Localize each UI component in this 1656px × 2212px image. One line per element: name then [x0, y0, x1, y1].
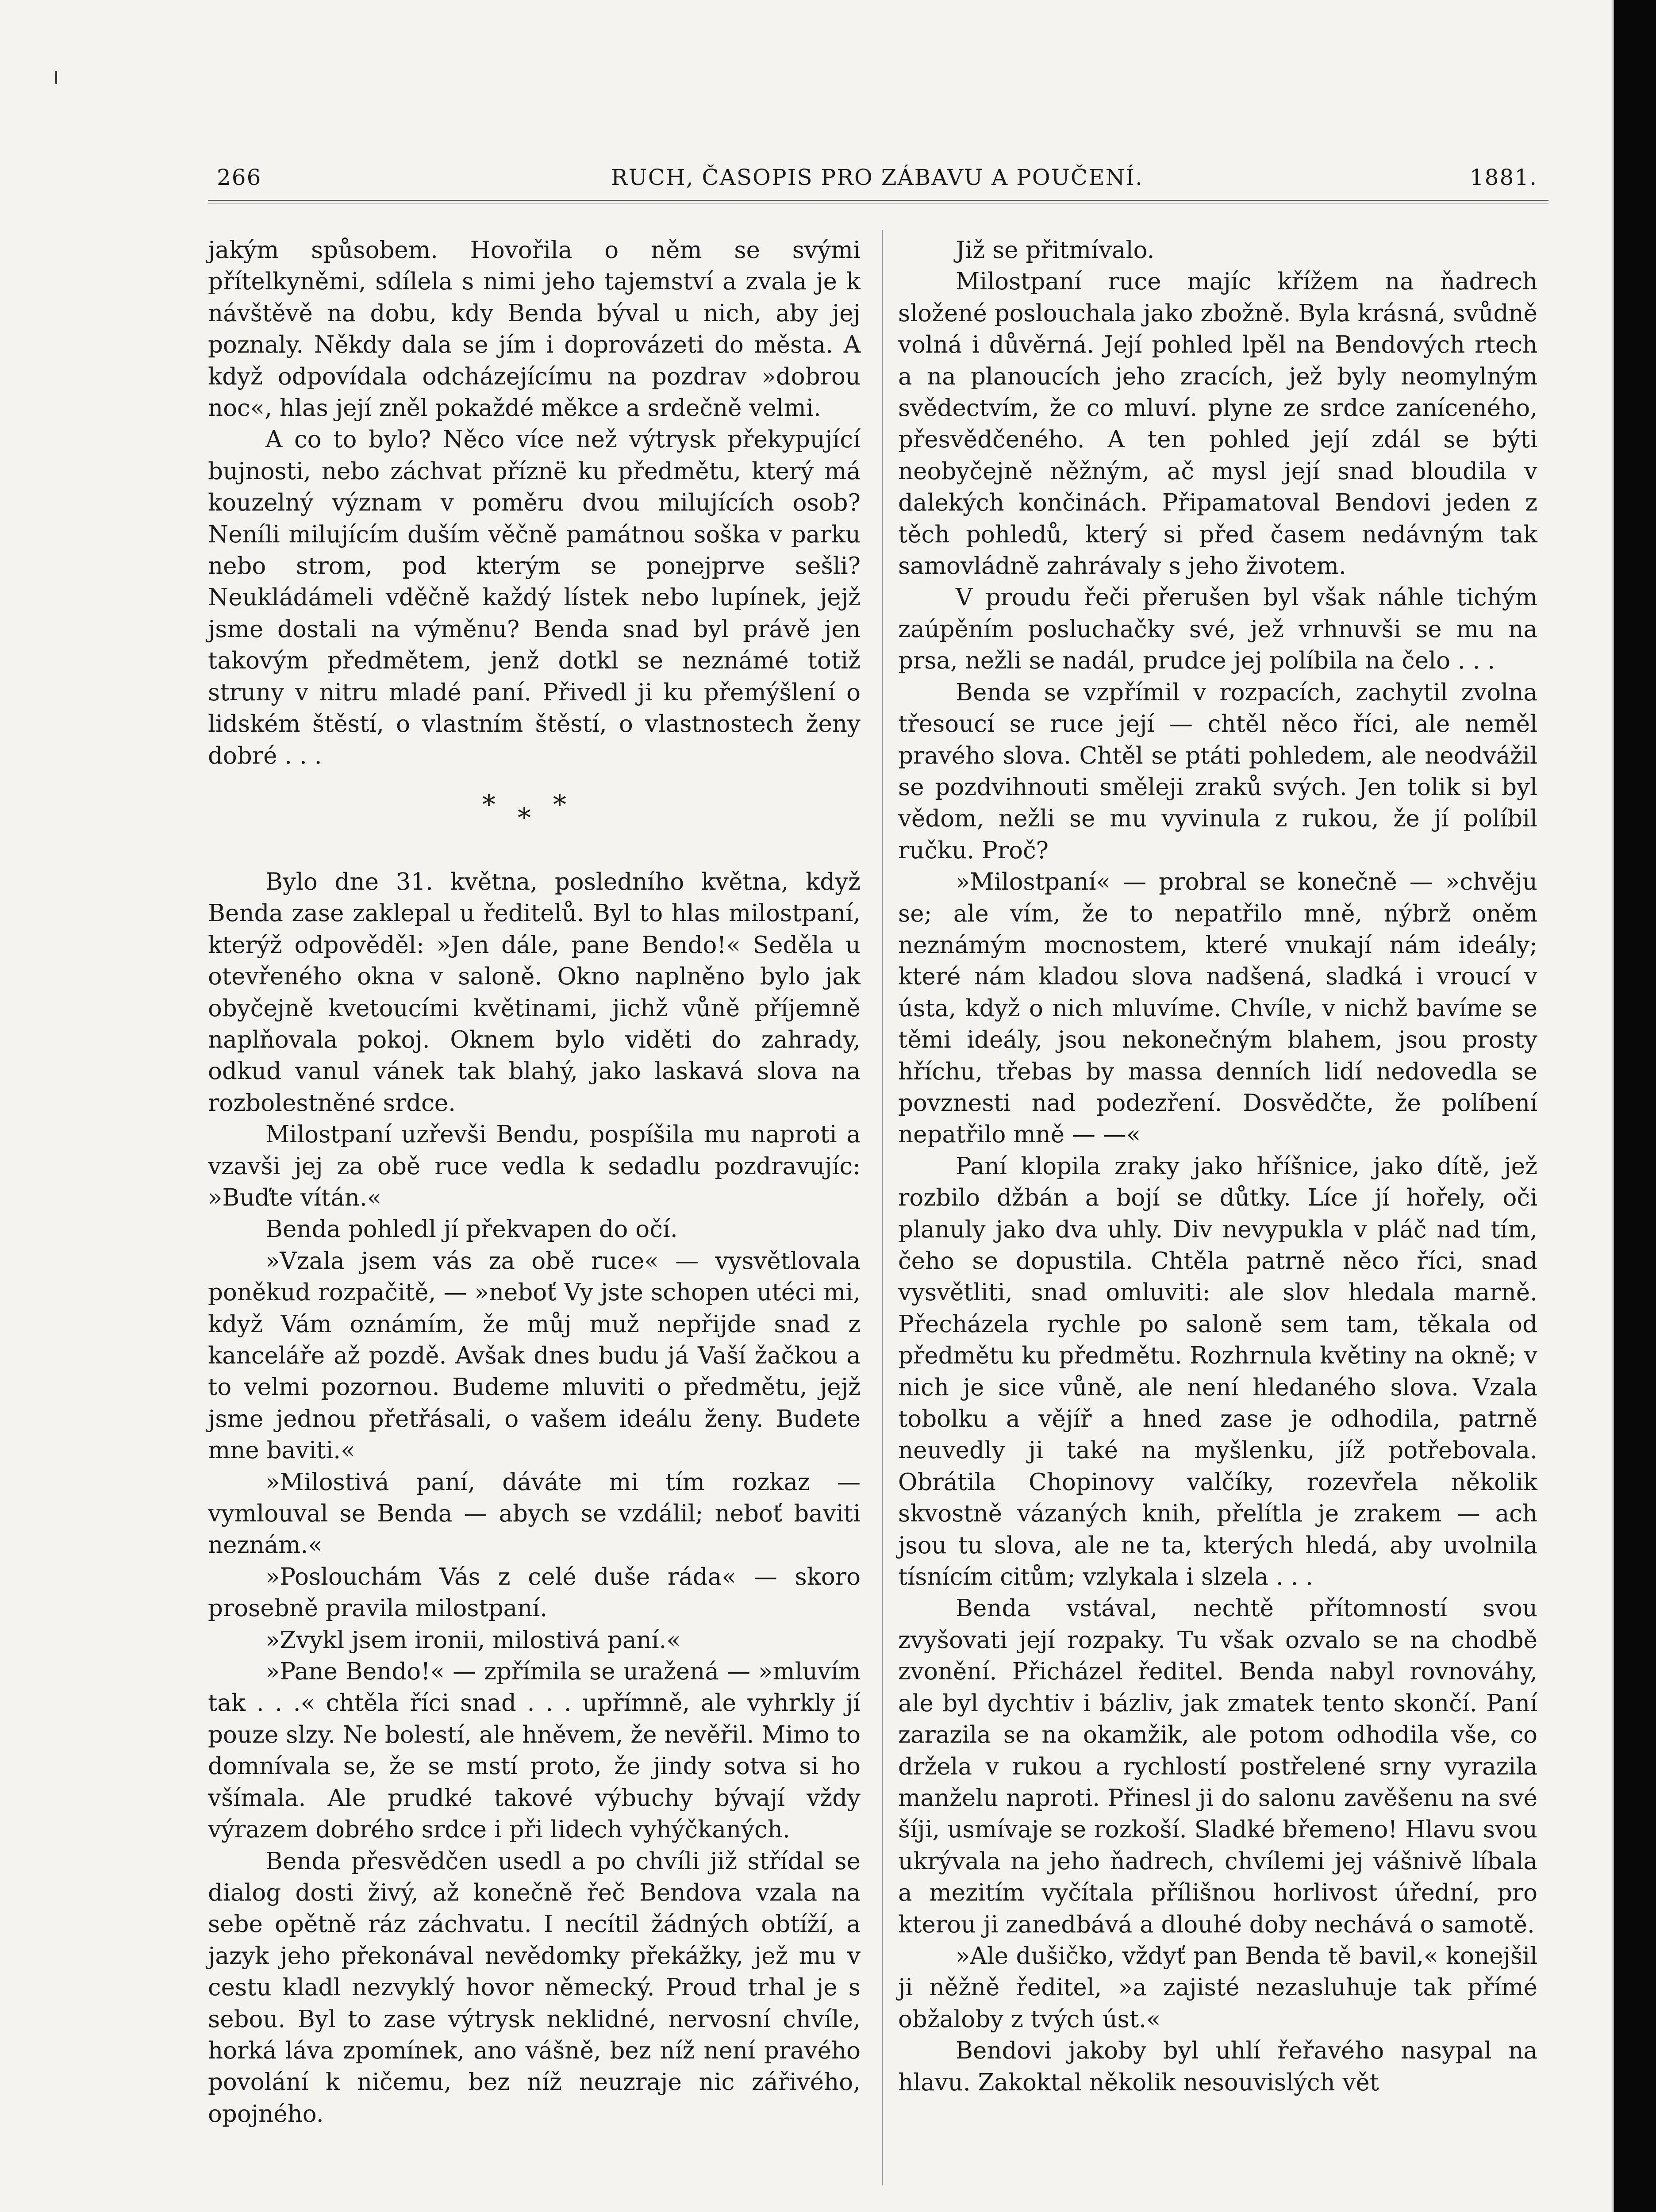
- paragraph: »Vzala jsem vás za obě ruce« — vysvětlovala poněkud rozpačitě, — »neboť Vy jste schopen utéci mi, když Vám oznámím, že můj muž nepřijde snad z kanceláře až pozdě. Avšak dnes budu já Vaší žačkou a to velmi pozornou. Budeme mluviti o předmětu, jejž jsme jednou přetřásali, o vašem ideálu ženy. Budete mne baviti.«: [208, 1247, 861, 1464]
- scan-dark-margin: [1614, 0, 1656, 2212]
- running-header: [217, 165, 1537, 196]
- asterisk: *: [482, 789, 496, 820]
- scan-speck: [55, 71, 57, 84]
- header-rule: [208, 200, 1548, 201]
- paragraph: »Pane Bendo!« — zpřímila se uražená — »mluvím tak . . .« chtěla říci snad . . . upřímně, ale vyhrkly jí pouze slzy. Ne bolestí, ale hněvem, že nevěřil. Mimo to domnívala se, že se mstí proto, že jindy sotva si ho všímala. Ale prudké takové výbuchy bývají vždy výrazem dobrého srdce i při lidech vyhýčkaných.: [208, 1658, 861, 1843]
- paragraph: »Ale dušičko, vždyť pan Benda tě bavil,« konejšil ji něžně ředitel, »a zajisté nezasluhuje tak přímé obžaloby z tvých úst.«: [898, 1942, 1537, 2033]
- paragraph: »Poslouchám Vás z celé duše ráda« — skoro prosebně pravila milostpaní.: [208, 1563, 861, 1622]
- paragraph: jakým spůsobem. Hovořila o něm se svými přítelkyněmi, sdílela s nimi jeho tajemství a zvala je k návštěvě na dobu, kdy Benda býval u nich, aby jej poznaly. Někdy dala se jím i doprovázeti do města. A když odpovídala odcházejícímu na pozdrav »dobrou noc«, hlas její zněl pokaždé měkce a srdečně velmi.: [208, 237, 861, 422]
- paragraph: A co to bylo? Něco více než výtrysk překypující bujnosti, nebo záchvat příznë ku předmětu, který má kouzelný význam v poměru dvou milujících osob? Neníli milujícím duším věčně památnou soška v parku nebo strom, pod kterým se ponejprve sešli? Neukládámeli vděčně každý lístek nebo lupínek, jejž jsme dostali na výměnu? Benda snad byl právě jen takovým předmětem, jenž dotkl se neznámé totiž struny v nitru mladé paní. Přivedl ji ku přemýšlení o lidském štěstí, o vlastním štěstí, o vlastnostech ženy dobré . . .: [208, 426, 861, 769]
- paragraph: Již se přitmívalo.: [956, 237, 1155, 264]
- asterisk: *: [518, 802, 531, 833]
- paragraph: Milostpaní uzřevši Bendu, pospíšila mu naproti a vzavši jej za obě ruce vedla k sedadlu pozdravujíc: »Buďte vítán.«: [208, 1121, 861, 1211]
- page-number: 266: [217, 165, 262, 190]
- journal-title: RUCH, ČASOPIS PRO ZÁBAVU A POUČENÍ.: [611, 165, 1144, 190]
- paragraph: »Milostpaní« — probral se konečně — »chvěju se; ale vím, že to nepatřilo mně, nýbrž oněm neznámým mocnostem, které vnukají nám ideály; které nám kladou slova nadšená, sladká i vroucí v ústa, když o nich mluvíme. Chvíle, v nichž bavíme se těmi ideály, jsou nekonečným blahem, jsou prosty hříchu, třebas by massa denních lidí nedovedla se povznesti nad podezření. Dosvědčte, že políbení nepatřilo mně — —«: [898, 868, 1537, 1148]
- section-break-asterism: [208, 772, 861, 866]
- paragraph: V proudu řeči přerušen byl však náhle tichým zaúpěním posluchačky své, jež vrhnuvši se mu na prsa, nežli se nadál, prudce jej políbila na čelo . . .: [898, 584, 1537, 675]
- paragraph: Benda se vzpřímil v rozpacích, zachytil zvolna třesoucí se ruce její — chtěl něco říci, ale neměl pravého slova. Chtěl se ptáti pohledem, ale neodvážil se pozdvihnouti směleji zraků svých. Jen tolik si byl vědom, nežli se mu vyvinula z rukou, že jí políbil ručku. Proč?: [898, 679, 1537, 864]
- paragraph: Benda přesvědčen usedl a po chvíli již střídal se dialog dosti živý, až konečně řeč Bendova vzala na sebe opětně ráz záchvatu. I necítil žádných obtíží, a jazyk jeho překonával nevědomky překážky, jež mu v cestu kladl nezvyklý hovor německý. Proud trhal je s sebou. Byl to zase výtrysk neklidné, nervosní chvíle, horká láva zpomínek, ano vášně, bez níž není pravého povolání k ničemu, bez níž neuzraje nic zářivého, opojného.: [208, 1847, 861, 2128]
- paragraph: Paní klopila zraky jako hříšnice, jako dítě, jež rozbilo džbán a bojí se důtky. Líce jí hořely, oči planuly jako dva uhly. Div nevypukla v pláč nad tím, čeho se dopustila. Chtěla patrně něco říci, snad vysvětliti, snad omluviti: ale slov hledala marně. Přecházela rychle po saloně sem tam, těkala od předmětu ku předmětu. Rozhrnula květiny na okně; v nich je sice vůně, ale není hledaného slova. Vzala tobolku a vějíř a hned zase je odhodila, patrně neuvedly ji také na myšlenku, jíž potřebovala. Obrátila Chopinovy valčíky, rozevřela několik skvostně vázaných knih, přelítla je zrakem — ach jsou tu slova, ale ne ta, kterých hledá, aby uvolnila tísnícím citům; vzlykala i slzela . . .: [898, 1152, 1537, 1591]
- asterisk: *: [553, 789, 566, 820]
- paragraph: Benda vstával, nechtě přítomností svou zvyšovati její rozpaky. Tu však ozvalo se na chodbě zvonění. Přicházel ředitel. Benda nabyl rovnováhy, ale byl dychtiv i bázliv, jak zmatek tento skončí. Paní zarazila se na okamžik, ale potom odhodila vše, co držela v rukou a rychlostí postřelené srny vyrazila manželu naproti. Přinesl ji do salonu zavěšenu na své šíji, usmívaje se rozkoší. Sladké břemeno! Hlavu svou ukrývala na jeho ňadrech, chvílemi jej vášnivě líbala a mezitím vyčítala přílišnou horlivost úřední, pro kterou ji zanedbává a dlouhé doby nechává o samotě.: [898, 1595, 1537, 1938]
- volume-year: 1881.: [1469, 165, 1537, 190]
- paragraph: Bylo dne 31. května, posledního května, když Benda zase zaklepal u ředitelů. Byl to hlas milostpaní, kterýž odpověděl: »Jen dále, pane Bendo!« Seděla u otevřeného okna v saloně. Okno naplněno bylo jak obyčejně kvetoucími květinami, jichž vůně příjemně naplňovala pokoj. Oknem bylo viděti do zahrady, odkud vanul vánek tak blahý, jako laskavá slova na rozbolestněné srdce.: [208, 868, 861, 1117]
- column-divider: [882, 230, 883, 2185]
- paragraph: »Zvykl jsem ironii, milostivá paní.«: [265, 1626, 681, 1654]
- paragraph: Bendovi jakoby byl uhlí řeřavého nasypal na hlavu. Zakoktal několik nesouvislých vět: [898, 2037, 1537, 2096]
- paragraph: »Milostivá paní, dáváte mi tím rozkaz — vymlouval se Benda — abych se vzdálil; neboť baviti neznám.«: [208, 1468, 861, 1559]
- right-column: [898, 234, 1537, 2098]
- paragraph: Benda pohledl jí překvapen do očí.: [265, 1216, 678, 1243]
- paragraph: Milostpaní ruce majíc křížem na ňadrech složené poslouchala jako zbožně. Byla krásná, svůdně volná i důvěrná. Její pohled lpěl na Bendových rtech a na planoucích jeho zracích, jež byly neomylným svědectvím, že co mluví. plyne ze srdce zaníceného, přesvědčeného. A ten pohled její zdál se býti neobyčejně něžným, ač mysl její snad bloudila v dalekých končinách. Připamatoval Bendovi jeden z těch pohledů, který si před časem nedávným tak samovládně zahrávaly s jeho životem.: [898, 268, 1537, 580]
- left-column: [208, 234, 861, 2130]
